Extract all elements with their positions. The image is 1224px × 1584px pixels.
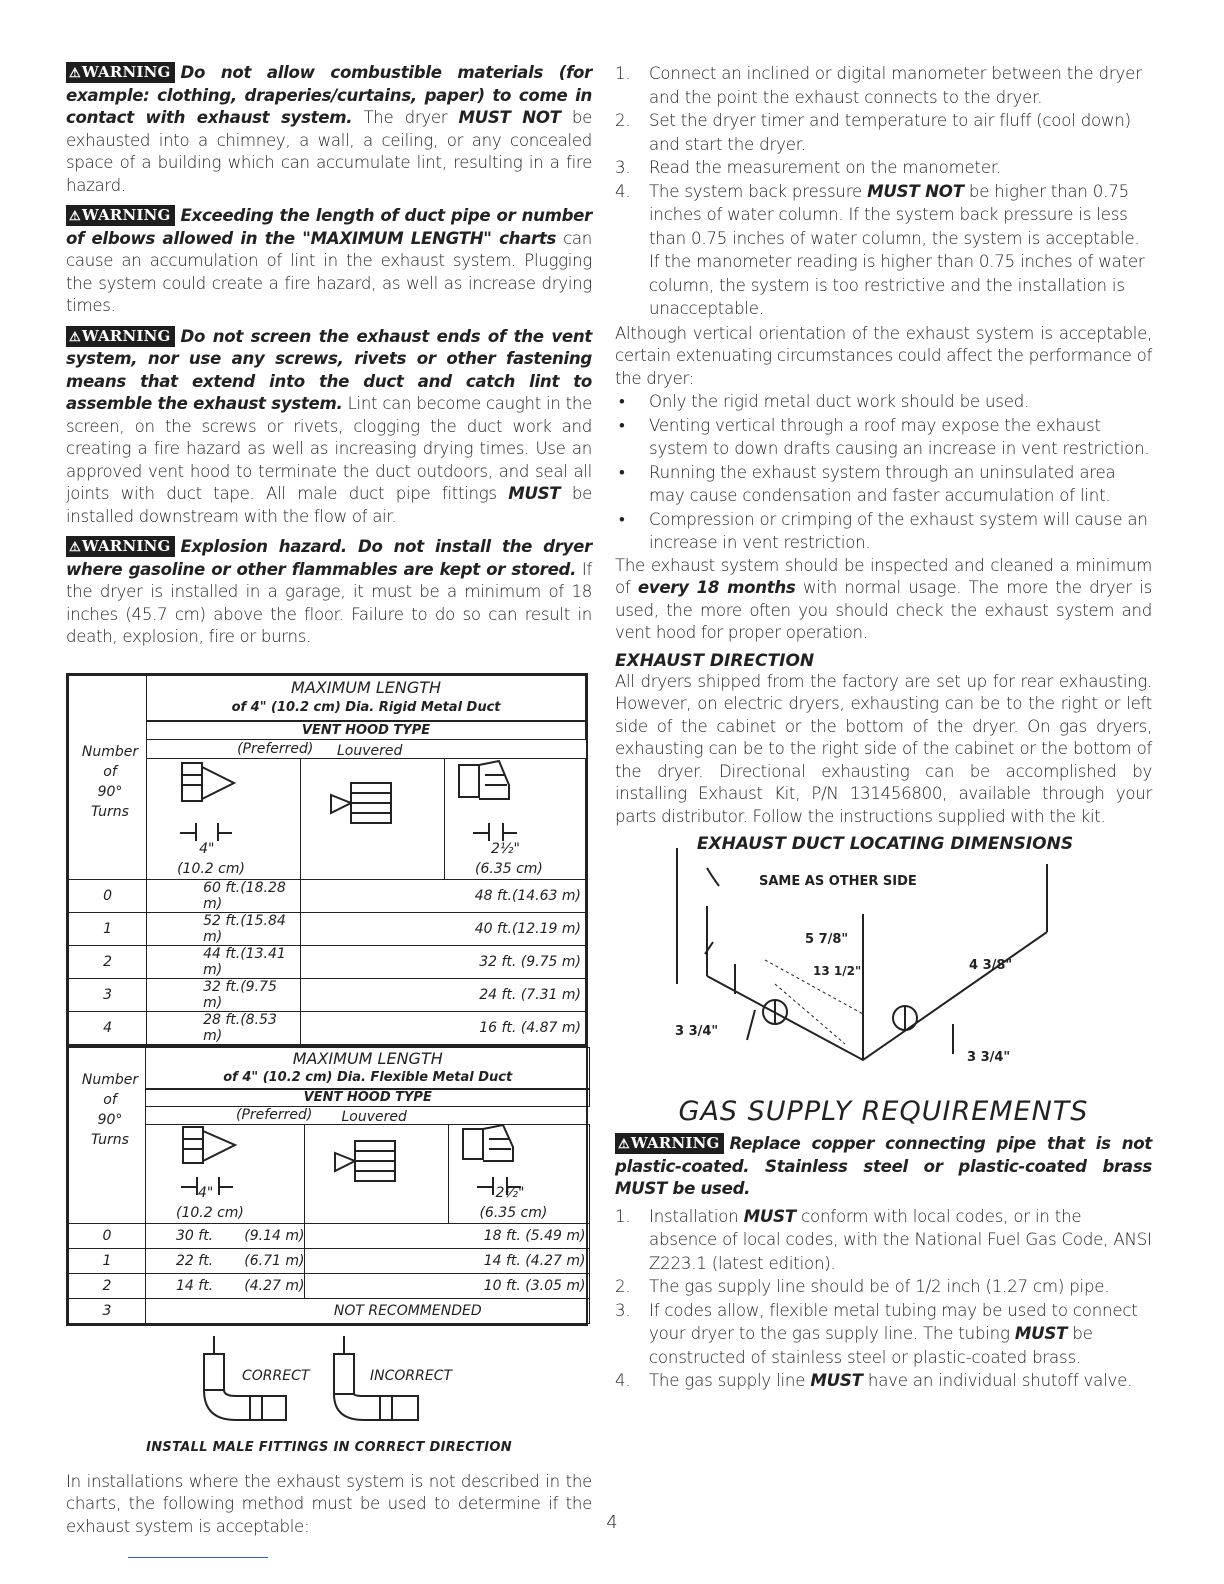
warning-duct-length: ⚠WARNING Exceeding the length of duct pipe or number of elbows allowed in the "MAXIMUM LENGTH" charts can cause an accumulation of lint in the exhaust system. Plugging the system could create a fire hazard, as well as increase drying times. [66,206,592,315]
gas-requirements-list [615,1205,1152,1393]
table-row: 4 28 ft.(8.53 m) 16 ft. (4.87 m) [69,1011,586,1044]
list-item: 3. Read the measurement on the manometer. [615,158,1002,177]
hood-preferred-cell: 4" (10.2 cm) [146,1124,305,1223]
max-length-rigid-table [66,673,588,1047]
vent-hood-type: VENT HOOD TYPE [147,721,586,740]
turns-header: Number of 90° Turns [69,1047,146,1223]
list-item: 4. The system back pressure MUST NOT be higher than 0.75 inches of water column. If the system back pressure is less than 0.75 inches of water column, the system is acceptable. If the manometer reading is higher than 0.75 inches of water column, the system is too restrictive and the installation is unacceptable. [615,181,1145,318]
vertical-intro: Although vertical orientation of the exhaust system is acceptable, certain extenuating circumstances could affect the performance of the dryer: [615,323,1152,388]
vent-hood-louvered-icon [305,1135,448,1215]
vent-hood-louvered-icon [301,775,444,871]
table-row: 1 22 ft. (6.71 m) 14 ft. (4.27 m) [69,1248,590,1273]
preferred-label: (Preferred) [146,1106,590,1124]
right-column [615,62,1152,1393]
list-item: 2. Set the dryer timer and temperature to air fluff (cool down) and start the dryer. [615,111,1131,154]
max-length-flexible-table [66,1047,588,1326]
table-row: 0 30 ft. (9.14 m) 18 ft. (5.49 m) [69,1223,590,1248]
table-title: MAXIMUM LENGTH of 4" (10.2 cm) Dia. Rigid Metal Duct [147,675,586,721]
left-column [66,62,592,1538]
warning-badge: ⚠WARNING [66,205,175,226]
vent-hood-preferred-icon [153,1125,297,1203]
vent-hood-preferred-icon [152,759,296,855]
table-row: 0 60 ft.(18.28 m) 48 ft.(14.63 m) [69,879,586,912]
warning-screen: ⚠WARNING Do not screen the exhaust ends of the vent system, nor use any screws, rivets or other fastening means that extend into the duct and catch lint to assemble the exhaust system. Lint can become caught in the screen, on the screws or rivets, clogging the duct work and creating a fire hazard as well as increasing drying times. Use an approved vent hood to terminate the duct outdoors, and seal all joints with duct tape. All male duct pipe fittings MUST be installed downstream with the flow of air. [66,326,592,526]
hood-louvered-cell: Louvered 2½" (6.35 cm) [305,1124,590,1223]
left-closing-paragraph: In installations where the exhaust system is not described in the charts, the following method must be used to determine if the exhaust system is acceptable: [66,1471,592,1536]
warning-badge: ⚠WARNING [66,326,175,347]
list-item: 2. The gas supply line should be of 1/2 inch (1.27 cm) pipe. [615,1277,1110,1296]
warning-badge: ⚠WARNING [615,1133,724,1154]
list-item: 1. Connect an inclined or digital manometer between the dryer and the point the exhaust connects to the dryer. [615,64,1142,107]
warning-badge: ⚠WARNING [66,62,175,83]
page-number: 4 [606,1512,618,1533]
table-title: MAXIMUM LENGTH of 4" (10.2 cm) Dia. Flexible Metal Duct [146,1047,590,1089]
turns-header: Number of 90° Turns [69,675,147,879]
table-row: 3 NOT RECOMMENDED [69,1298,590,1323]
gas-supply-heading: GAS SUPPLY REQUIREMENTS [678,1096,1089,1127]
gas-warning: ⚠WARNING Replace copper connecting pipe that is not plastic-coated. Stainless steel or plastic-coated brass MUST be used. [615,1134,1152,1198]
warning-explosion: ⚠WARNING Explosion hazard. Do not install the dryer where gasoline or other flammables are kept or stored. If the dryer is installed in a garage, it must be a minimum of 18 inches (45.7 cm) above the floor. Failure to do so can result in death, explosion, fire or burns. [66,537,592,646]
list-item: 1. Installation MUST conform with local codes, or in the absence of local codes, with the National Fuel Gas Code, ANSI Z223.1 (latest edition). [615,1206,1152,1273]
exhaust-direction-body: All dryers shipped from the factory are set up for rear exhausting. However, on electric dryers, exhausting can be to the right or left side of the cabinet or the bottom of the dryer. On gas dryers, exhausting can be to the right side of the cabinet or the bottom of the dryer. Directional exhausting can be accomplished by installing Exhaust Kit, P/N 131456800, available through your parts distributor. Follow the instructions supplied with the kit. [615,671,1152,826]
hood-preferred-cell: 4" (10.2 cm) [147,758,301,879]
list-item: 3. If codes allow, flexible metal tubing may be used to connect your dryer to the gas supply line. The tubing MUST be constructed of stainless steel or plastic-coated brass. [615,1300,1138,1367]
list-item: • Only the rigid metal duct work should be used. [615,390,1152,414]
warning-badge: ⚠WARNING [66,536,175,557]
warning-triangle-icon: ⚠ [618,1137,630,1152]
list-item: 4. The gas supply line MUST have an individual shutoff valve. [615,1371,1133,1390]
duct-fittings-illustration [66,1334,592,1432]
warning-triangle-icon: ⚠ [69,329,81,345]
fittings-caption: INSTALL MALE FITTINGS IN CORRECT DIRECTION [146,1439,512,1455]
exhaust-direction-heading: EXHAUST DIRECTION [615,650,815,671]
duct-dimensions-drawing [615,834,1152,1092]
inspection-paragraph: The exhaust system should be inspected and cleaned a minimum of every 18 months with normal usage. The more the dryer is used, the more often you should check the exhaust system and vent hood for proper operation. [615,555,1152,642]
list-item: • Venting vertical through a roof may expose the exhaust system to down drafts causing an increase in vent restriction. [615,414,1152,461]
warning-triangle-icon: ⚠ [69,66,81,81]
table-row: 2 44 ft.(13.41 m) 32 ft. (9.75 m) [69,945,586,978]
preferred-label: (Preferred) [147,739,586,758]
table-row: 2 14 ft. (4.27 m) 10 ft. (3.05 m) [69,1273,590,1298]
footer-rule [128,1557,268,1558]
hood-louvered-cell: Louvered 2½" (6.35 cm) [301,758,586,879]
fittings-figure: CORRECT INCORRECT [66,1334,592,1432]
warning-triangle-icon: ⚠ [69,540,81,555]
vertical-bullets [615,390,1152,555]
warning-triangle-icon: ⚠ [69,209,81,224]
manometer-steps [615,62,1152,321]
table-row: 1 52 ft.(15.84 m) 40 ft.(12.19 m) [69,912,586,945]
table-row: 3 32 ft.(9.75 m) 24 ft. (7.31 m) [69,978,586,1011]
warning-combustible: ⚠WARNING Do not allow combustible materials (for example: clothing, draperies/curtains, paper) to come in contact with exhaust system. The dryer MUST NOT be exhausted into a chimney, a wall, a ceiling, or any concealed space of a building which can accumulate lint, resulting in a fire hazard. [66,63,593,195]
exhaust-duct-diagram: EXHAUST DUCT LOCATING DIMENSIONS SAME AS OTHER SIDE 5 7/8" 13 1/2" 4 3/8" 3 3/4" 3 3/4" [615,834,1152,1092]
list-item: • Compression or crimping of the exhaust system will cause an increase in vent restriction. [615,508,1152,555]
list-item: • Running the exhaust system through an uninsulated area may cause condensation and faster accumulation of lint. [615,461,1152,508]
vent-hood-type: VENT HOOD TYPE [146,1089,590,1107]
